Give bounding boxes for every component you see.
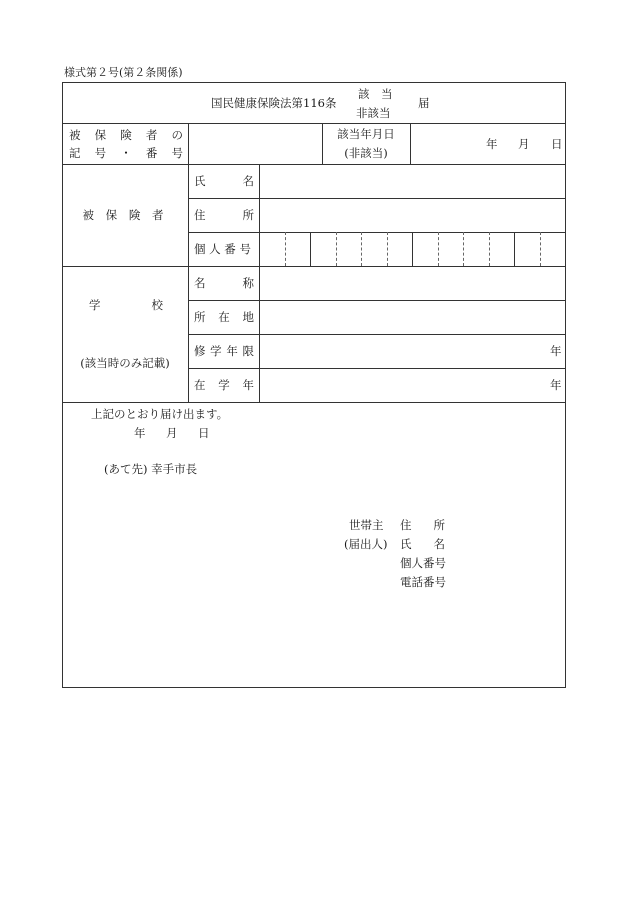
submitter-phone-field[interactable] [448,573,560,590]
grade-unit: 年 [550,378,562,392]
study-years-label: 修 学 年 限 [194,344,254,358]
submitter-name-field[interactable] [448,535,560,552]
submitter-name-label: 氏 名 [400,537,445,551]
not-applicable-option[interactable]: 非該当 [356,106,391,120]
column-divider [188,123,189,402]
school-name-label: 名 称 [194,276,254,290]
not-applicable-date-label: (非該当) [344,146,388,160]
date-year-unit: 年 [486,137,498,151]
personal-number-label: 個 人 番 号 [194,242,251,256]
date-day-unit: 日 [551,137,563,151]
insured-id-label-line1: 被 保 険 者 の [69,128,183,142]
submission-year-unit: 年 [134,426,146,440]
column-divider [410,123,411,164]
householder-label: 世帯主 [349,518,384,532]
study-years-unit: 年 [550,344,562,358]
insured-id-field[interactable] [189,124,321,163]
school-section-label: 学 校 [89,298,163,312]
divider [62,402,566,403]
school-location-label: 所 在 地 [194,310,254,324]
school-name-field[interactable] [260,267,565,300]
personal-number-field[interactable] [260,233,565,266]
submitter-personal-number-field[interactable] [448,554,560,571]
law-title: 国民健康保険法第116条 [211,96,337,110]
grade-field[interactable] [260,369,545,402]
addressee: (あて先) 幸手市長 [104,462,198,476]
notifier-label: (届出人) [344,537,388,551]
school-location-field[interactable] [260,301,565,334]
applicable-option[interactable]: 該 当 [358,87,393,101]
notice-label: 届 [418,96,430,110]
submitter-address-field[interactable] [448,516,560,533]
insured-address-field[interactable] [260,199,565,232]
applicable-date-label: 該当年月日 [337,127,395,141]
insured-name-field[interactable] [260,165,565,198]
submission-statement: 上記のとおり届け出ます。 [91,407,229,421]
submitter-phone-label: 電話番号 [400,575,446,589]
insured-section-label: 被 保 険 者 [82,208,168,222]
date-month-unit: 月 [518,137,530,151]
submitter-address-label: 住 所 [400,518,445,532]
submission-month-unit: 月 [166,426,178,440]
form-number: 様式第２号(第２条関係) [64,66,183,79]
school-section-note: (該当時のみ記載) [80,356,170,370]
insured-name-label: 氏 名 [194,174,254,188]
insured-address-label: 住 所 [194,208,254,222]
insured-id-label-line2: 記 号 ・ 番 号 [69,146,183,160]
submitter-personal-number-label: 個人番号 [400,556,446,570]
study-years-field[interactable] [260,335,545,368]
submission-day-unit: 日 [198,426,210,440]
grade-label: 在 学 年 [194,378,254,392]
